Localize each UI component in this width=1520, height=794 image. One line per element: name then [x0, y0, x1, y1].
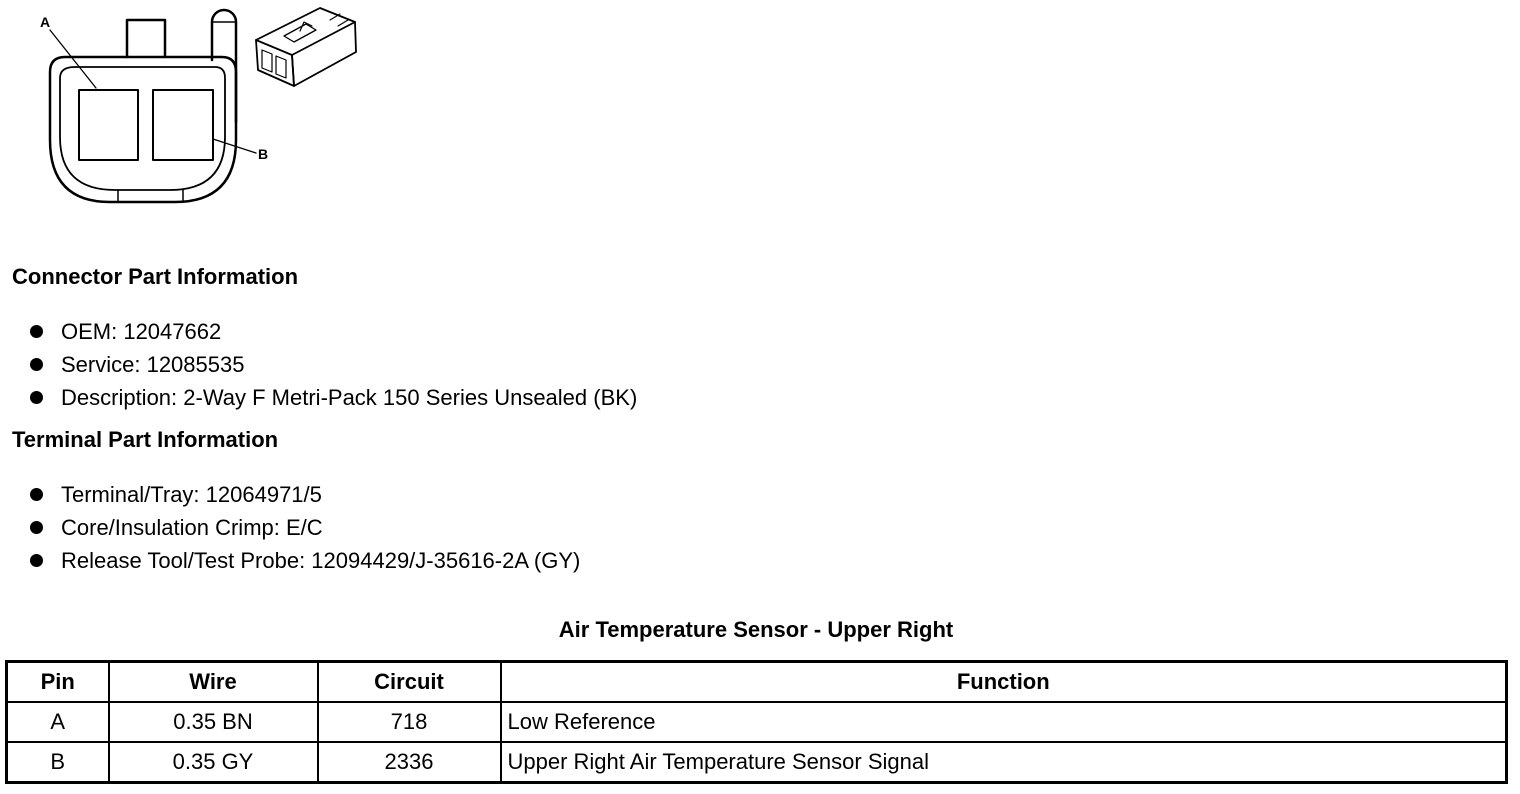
cell-pin: A [7, 702, 109, 742]
column-header-wire: Wire [109, 662, 318, 703]
bullet-icon [30, 325, 43, 338]
column-header-pin: Pin [7, 662, 109, 703]
list-item [30, 544, 580, 577]
bullet-icon [30, 488, 43, 501]
cell-function: Upper Right Air Temperature Sensor Signal [501, 742, 1507, 783]
column-header-circuit: Circuit [318, 662, 501, 703]
connector-info-heading: Connector Part Information [12, 264, 299, 289]
cell-circuit: 2336 [318, 742, 501, 783]
list-item [30, 348, 637, 381]
list-item-text: Service: 12085535 [61, 352, 245, 377]
cell-pin: B [7, 742, 109, 783]
list-item [30, 381, 637, 414]
bullet-icon [30, 391, 43, 404]
table-row [7, 702, 1507, 742]
bullet-icon [30, 521, 43, 534]
table-title: Air Temperature Sensor - Upper Right [558, 617, 954, 642]
connector-diagram [0, 0, 380, 215]
list-item-text: Description: 2-Way F Metri-Pack 150 Series Unsealed (BK) [61, 385, 638, 410]
cell-function: Low Reference [501, 702, 1507, 742]
list-item-text: Core/Insulation Crimp: E/C [61, 515, 323, 540]
table-header-row [7, 662, 1507, 703]
list-item-text: Terminal/Tray: 12064971/5 [61, 482, 322, 507]
terminal-info-heading: Terminal Part Information [12, 427, 279, 452]
list-item [30, 511, 580, 544]
cell-wire: 0.35 GY [109, 742, 318, 783]
table-row [7, 742, 1507, 783]
list-item [30, 315, 637, 348]
connector-info-list [30, 315, 637, 414]
cell-wire: 0.35 BN [109, 702, 318, 742]
column-header-function: Function [501, 662, 1507, 703]
list-item-text: Release Tool/Test Probe: 12094429/J-35616-2A (GY) [61, 548, 581, 573]
terminal-info-list [30, 478, 580, 577]
bullet-icon [30, 554, 43, 567]
cell-circuit: 718 [318, 702, 501, 742]
list-item [30, 478, 580, 511]
bullet-icon [30, 358, 43, 371]
pinout-table [5, 660, 1508, 784]
list-item-text: OEM: 12047662 [61, 319, 222, 344]
pin-a-label: A [40, 14, 51, 30]
pin-b-label: B [258, 146, 269, 162]
